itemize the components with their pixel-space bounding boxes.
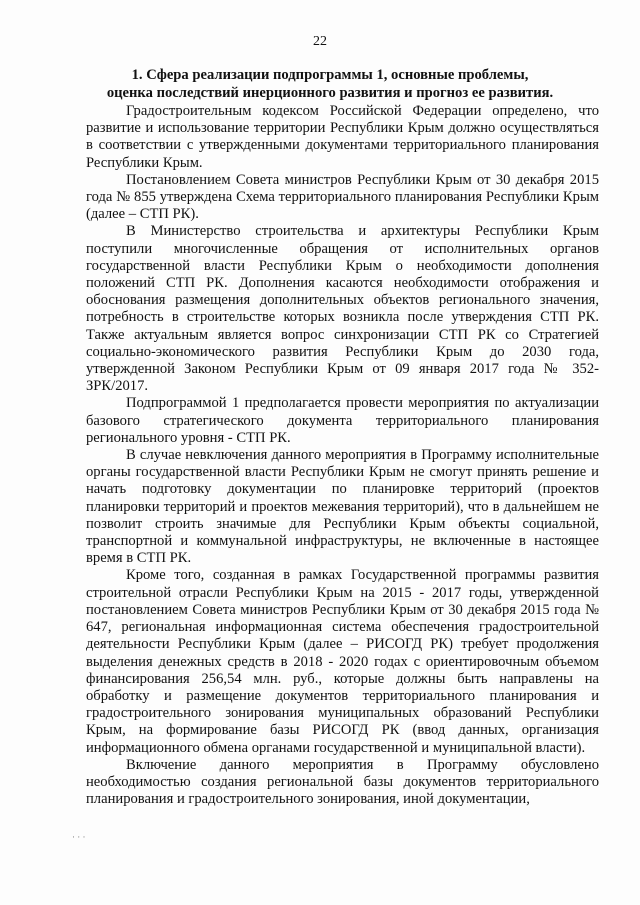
section-heading-line-1: 1. Сфера реализации подпрограммы 1, основные проблемы, — [131, 67, 529, 83]
section-heading — [80, 66, 580, 102]
body-text — [86, 103, 599, 808]
paragraph-5: В случае невключения данного мероприятия в Программу исполнительные органы государственной власти Республики Крым не смогут принять решение и начать подготовку документации по планировке территорий (проектов планировки территорий и проектов межевания территорий), что в дальнейшем не позволит строить значимые для Республики Крым объекты социальной, транспортной и коммунальной инфраструктуры, не включенные в настоящее время в СТП РК. — [86, 447, 599, 567]
paragraph-2: Постановлением Совета министров Республики Крым от 30 декабря 2015 года № 855 утверждена Схема территориального планирования Республики Крым (далее – СТП РК). — [86, 171, 599, 223]
paragraph-3: В Министерство строительства и архитектуры Республики Крым поступили многочисленные обращения от исполнительных органов государственной власти Республики Крым о необходимости дополнения положений СТП РК. Дополнения касаются необходимости отображения и обоснования размещения дополнительных объектов регионального значения, потребность в строительстве которых возникла после утверждения СТП РК. Также актуальным является вопрос синхронизации СТП РК со Стратегией социально-экономического развития Республики Крым до 2030 года, утвержденной Законом Республики Крым от 09 января 2017 года № 352-ЗРК/2017. — [86, 223, 599, 395]
paragraph-1: Градостроительным кодексом Российской Федерации определено, что развитие и использование территории Республики Крым должно осуществляться в соответствии с утвержденными документами территориального планирования Республики Крым. — [86, 103, 599, 171]
paragraph-7: Включение данного мероприятия в Программу обусловлено необходимостью создания региональной базы документов территориального планирования и градостроительного зонирования, иной документации, — [86, 756, 599, 808]
page-number: 22 — [313, 34, 327, 49]
margin-mark: · · · — [72, 832, 86, 842]
section-heading-line-2: оценка последствий инерционного развития и прогноз ее развития. — [106, 85, 554, 101]
paragraph-6: Кроме того, созданная в рамках Государственной программы развития строительной отрасли Республики Крым на 2015 - 2017 годы, утвержденной постановлением Совета министров Республики Крым от 30 декабря 2015 года № 647, региональная информационная система обеспечения градостроительной деятельности Республики Крым (далее – РИСОГД РК) требует продолжения выделения денежных средств в 2018 - 2020 годах с ориентировочным объемом финансирования 256,54 млн. руб., которые должны быть направлены на обработку и размещение документов территориального планирования и градостроительного зонирования муниципальных образований Республики Крым, на формирование базы РИСОГД РК (ввод данных, организация информационного обмена органами государственной и муниципальной власти). — [86, 567, 599, 756]
paragraph-4: Подпрограммой 1 предполагается провести мероприятия по актуализации базового стратегического документа территориального планирования регионального уровня - СТП РК. — [86, 395, 599, 446]
